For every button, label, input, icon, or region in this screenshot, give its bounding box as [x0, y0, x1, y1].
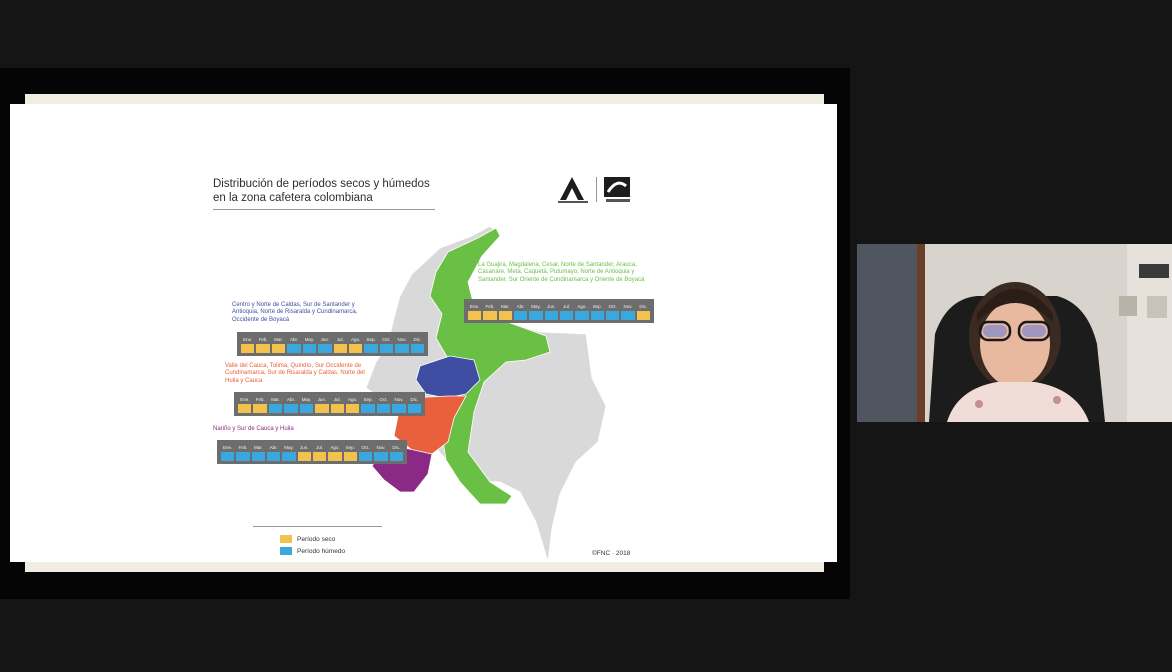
month-label: Ene.: [243, 336, 253, 342]
month-label: Nov.: [397, 336, 407, 342]
month-label: Sep.: [592, 303, 602, 309]
month-label: Ago.: [348, 396, 358, 402]
legend-dry: [280, 535, 335, 543]
legend-dry-label: Período seco: [297, 535, 336, 543]
month-label: May.: [304, 336, 315, 342]
month-label: Dic.: [413, 336, 422, 342]
month-label: Abr.: [289, 336, 298, 342]
month-cell-wet: [392, 404, 405, 413]
month-names: [238, 396, 421, 403]
month-cell-wet: [236, 452, 249, 461]
month-label: Ago.: [351, 336, 361, 342]
copyright: ©FNC · 2018: [592, 550, 631, 557]
month-cell-wet: [390, 452, 403, 461]
month-cell-wet: [575, 311, 588, 320]
month-cell-wet: [300, 404, 313, 413]
screen-share-view: [0, 68, 850, 599]
month-cell-wet: [529, 311, 542, 320]
month-cell-wet: [318, 344, 331, 353]
month-label: Abr.: [286, 396, 295, 402]
month-cell-wet: [287, 344, 300, 353]
month-label: Abr.: [269, 444, 278, 450]
month-label: Jul.: [563, 303, 571, 309]
month-cells: [238, 404, 421, 413]
month-label: Feb.: [485, 303, 495, 309]
month-cell-dry: [315, 404, 328, 413]
month-cell-wet: [380, 344, 393, 353]
month-cell-wet: [221, 452, 234, 461]
month-label: Sep.: [363, 396, 373, 402]
slide-title-line-2: en la zona cafetera colombiana: [213, 192, 373, 204]
month-cell-dry: [256, 344, 269, 353]
month-cell-wet: [252, 452, 265, 461]
month-bar-valle: [234, 392, 425, 416]
slide-title-line-1: Distribución de períodos secos y húmedos: [213, 178, 430, 190]
month-cell-wet: [606, 311, 619, 320]
month-cell-dry: [483, 311, 496, 320]
month-label: May.: [531, 303, 541, 309]
region-label-narino: Nariño y Sur de Cauca y Huila: [213, 426, 294, 432]
month-label: Ago.: [577, 303, 587, 309]
month-cell-wet: [359, 452, 372, 461]
month-label: Ene.: [223, 444, 233, 450]
month-label: Jun.: [320, 336, 330, 342]
month-cell-wet: [560, 311, 573, 320]
month-label: Mar.: [274, 336, 283, 342]
month-cells: [241, 344, 424, 353]
legend-divider: [253, 526, 382, 527]
month-label: Nov.: [376, 444, 386, 450]
month-label: Dic.: [392, 444, 401, 450]
region-label-valle: Valle del Cauca, Tolima, Quindío, Sur Occidente de Cundinamarca, Sur de Risaralda y Caldas, Norte del Huila y Cauca: [225, 363, 365, 384]
month-label: Jul.: [333, 396, 341, 402]
region-label-center: Centro y Norte de Caldas, Sur de Santander y Antioquia, Norte de Risaralda y Cundinamarca, Occidente de Boyacá: [232, 302, 358, 323]
month-cell-wet: [514, 311, 527, 320]
month-cells: [221, 452, 403, 461]
month-label: Oct.: [379, 396, 388, 402]
month-label: Jun.: [317, 396, 327, 402]
month-cell-wet: [408, 404, 421, 413]
month-cell-wet: [269, 404, 282, 413]
title-underline: [213, 209, 435, 210]
month-cell-dry: [253, 404, 266, 413]
month-cell-wet: [284, 404, 297, 413]
month-names: [241, 336, 424, 343]
month-label: Ago.: [330, 444, 340, 450]
month-cell-wet: [411, 344, 424, 353]
month-names: [468, 303, 650, 310]
month-label: Oct.: [382, 336, 391, 342]
legend-wet: [280, 547, 345, 555]
federation-logo-icon: [558, 177, 588, 203]
month-cell-wet: [364, 344, 377, 353]
month-label: May.: [301, 396, 312, 402]
month-cell-dry: [349, 344, 362, 353]
month-label: Sep.: [366, 336, 376, 342]
month-bar-center: [237, 332, 428, 356]
webcam-participant-icon: [857, 244, 1172, 422]
month-label: Ene.: [470, 303, 480, 309]
month-cell-dry: [499, 311, 512, 320]
month-cell-wet: [267, 452, 280, 461]
month-cell-wet: [545, 311, 558, 320]
month-cell-dry: [637, 311, 650, 320]
month-label: Jul.: [316, 444, 324, 450]
month-cell-wet: [361, 404, 374, 413]
month-cell-wet: [374, 452, 387, 461]
month-cell-wet: [377, 404, 390, 413]
month-cell-dry: [238, 404, 251, 413]
month-cells: [468, 311, 650, 320]
month-label: Oct.: [608, 303, 617, 309]
presentation-slide: [10, 104, 837, 562]
month-cell-dry: [331, 404, 344, 413]
month-bar-narino: [217, 440, 407, 464]
slide-title: [213, 177, 453, 205]
month-label: Jun.: [300, 444, 309, 450]
legend-wet-swatch: [280, 547, 292, 555]
month-names: [221, 444, 403, 451]
logo-divider: [596, 177, 597, 202]
month-label: Mar.: [271, 396, 280, 402]
month-cell-dry: [298, 452, 311, 461]
month-label: Feb.: [258, 336, 268, 342]
month-cell-dry: [272, 344, 285, 353]
month-cell-dry: [346, 404, 359, 413]
month-label: Dic.: [410, 396, 419, 402]
month-cell-dry: [328, 452, 341, 461]
month-label: Ene.: [240, 396, 250, 402]
logos: [556, 174, 636, 204]
month-cell-wet: [395, 344, 408, 353]
region-label-north: La Guajira, Magdalena, Cesar, Norte de Santander, Arauca, Casanare, Meta, Caquetá, Putumayo, Norte de Antioquia y Santander, Sur Oriente de Cundinamarca y Oriente de Boyacá: [478, 262, 645, 283]
month-label: Oct.: [361, 444, 370, 450]
month-cell-wet: [282, 452, 295, 461]
month-cell-dry: [334, 344, 347, 353]
month-label: Nov.: [394, 396, 404, 402]
month-cell-dry: [344, 452, 357, 461]
month-cell-dry: [468, 311, 481, 320]
month-label: Sep.: [345, 444, 355, 450]
month-cell-dry: [313, 452, 326, 461]
month-cell-wet: [303, 344, 316, 353]
month-label: Mar.: [500, 303, 510, 309]
month-label: Nov.: [623, 303, 633, 309]
month-label: Abr.: [516, 303, 525, 309]
month-label: Mar.: [253, 444, 263, 450]
month-label: Feb.: [238, 444, 248, 450]
legend-dry-swatch: [280, 535, 292, 543]
legend-wet-label: Período húmedo: [297, 547, 346, 555]
month-cell-wet: [591, 311, 604, 320]
cenicafe-logo-icon: [604, 177, 630, 202]
month-cell-dry: [241, 344, 254, 353]
month-bar-north: [464, 299, 654, 323]
month-label: Jun.: [547, 303, 556, 309]
month-label: May.: [284, 444, 294, 450]
month-cell-wet: [621, 311, 634, 320]
month-label: Feb.: [255, 396, 265, 402]
month-label: Dic.: [639, 303, 648, 309]
webcam-tile[interactable]: [857, 244, 1172, 422]
month-label: Jul.: [336, 336, 344, 342]
